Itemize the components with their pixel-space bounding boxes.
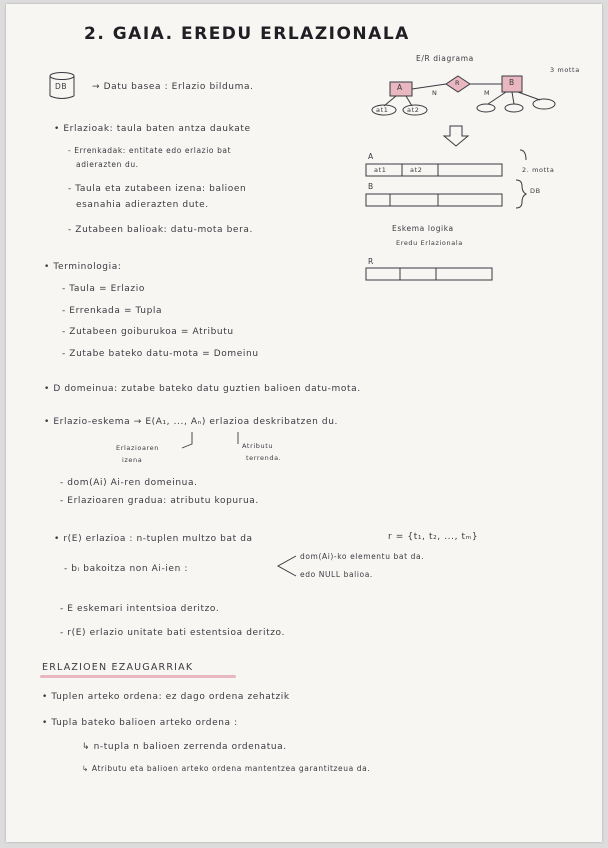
section-underline xyxy=(40,675,236,678)
notebook-page xyxy=(6,4,602,842)
db-brace-label: DB xyxy=(530,187,541,195)
note-tupla-bateko: • Tupla bateko balioen arteko ordena : xyxy=(42,718,238,728)
note-r-set: r = {t₁, t₂, ..., tₘ} xyxy=(388,532,479,542)
term-errenkada: - Errenkada = Tupla xyxy=(62,306,163,316)
note-taula-2: esanahia adierazten dute. xyxy=(76,200,209,210)
note-edo-null: edo NULL balioa. xyxy=(300,570,373,579)
eskema-logikoa: Eskema logika xyxy=(392,224,454,233)
term-taula: - Taula = Erlazio xyxy=(62,284,145,294)
entity-a-label: A xyxy=(397,83,403,92)
n-mota-label: 3 motta xyxy=(550,66,580,74)
note-erlazioaren-izena-2: izena xyxy=(122,456,143,464)
logical-schema xyxy=(366,150,526,280)
note-dom-ai: - dom(Ai) Ai-ren domeinua. xyxy=(60,478,198,488)
eredu-erlazionala-label: Eredu Erlazionala xyxy=(396,239,463,247)
attr-at1-label: at1 xyxy=(376,106,389,114)
term-datu-mota: - Zutabe bateko datu-mota = Domeinu xyxy=(62,349,259,359)
note-arrow-atributu: ↳ Atributu eta balioen arteko ordena mantentzea garantitzeua da. xyxy=(82,764,371,773)
note-erlazioaren-izena-1: Erlazioaren xyxy=(116,444,159,452)
card-m-label: M xyxy=(484,89,491,97)
table-a-cell2: at2 xyxy=(410,166,423,174)
note-erlazio-gradua: - Erlazioaren gradua: atributu kopurua. xyxy=(60,496,259,506)
note-zutabeen-balioak: - Zutabeen balioak: datu-mota bera. xyxy=(68,225,253,235)
note-d-domeinua: • D domeinua: zutabe bateko datu guztien balioen datu-mota. xyxy=(44,384,361,394)
note-e-eskemari: - E eskemari intentsioa deritzo. xyxy=(60,604,220,614)
note-erlazio-eskema: • Erlazio-eskema → E(A₁, ..., Aₙ) erlazioa deskribatzen du. xyxy=(44,417,338,427)
note-terminologia: • Terminologia: xyxy=(44,262,122,272)
note-errenkadak-2: adierazten du. xyxy=(76,160,139,169)
note-taula-1: - Taula eta zutabeen izena: balioen xyxy=(68,184,247,194)
note-arrow-ntupla: ↳ n-tupla n balioen zerrenda ordenatua. xyxy=(82,742,287,752)
entity-b-label: B xyxy=(509,78,515,87)
diagram-title: E/R diagrama xyxy=(416,54,474,63)
mota2-label: 2. motta xyxy=(522,166,555,174)
note-dom-ai-ko: dom(Ai)-ko elementu bat da. xyxy=(300,552,425,561)
table-a-cell1: at1 xyxy=(374,166,387,174)
note-atributu-1: Atributu xyxy=(242,442,274,450)
note-bi-bakoitza: - bᵢ bakoitza non Ai-ien : xyxy=(64,564,188,574)
table-a-label: A xyxy=(368,152,374,161)
db-icon-label: DB xyxy=(55,82,68,91)
card-n-label: N xyxy=(432,89,438,97)
note-tuplen-arteko: • Tuplen arteko ordena: ez dago ordena zehatzik xyxy=(42,692,290,702)
attr-at2-label: at2 xyxy=(407,106,420,114)
line-datu-basea: → Datu basea : Erlazio bilduma. xyxy=(92,82,254,92)
page-title: 2. GAIA. EREDU ERLAZIONALA xyxy=(84,24,410,44)
note-atributu-2: terrenda. xyxy=(246,454,282,462)
down-arrow-icon xyxy=(444,126,468,146)
note-erlazioak: • Erlazioak: taula baten antza daukate xyxy=(54,124,251,134)
relation-r-label: R xyxy=(455,79,461,87)
note-re-erlazio: - r(E) erlazio unitate bati estentsioa deritzo. xyxy=(60,628,285,638)
table-b-label: B xyxy=(368,182,374,191)
table-r-label: R xyxy=(368,257,374,266)
term-zutabe: - Zutabeen goiburukoa = Atributu xyxy=(62,327,234,337)
note-errenkadak-1: - Errenkadak: entitate edo erlazio bat xyxy=(68,146,232,155)
section-header: ERLAZIOEN EZAUGARRIAK xyxy=(42,662,194,673)
note-re-erlazioa: • r(E) erlazioa : n-tuplen multzo bat da xyxy=(54,534,253,544)
